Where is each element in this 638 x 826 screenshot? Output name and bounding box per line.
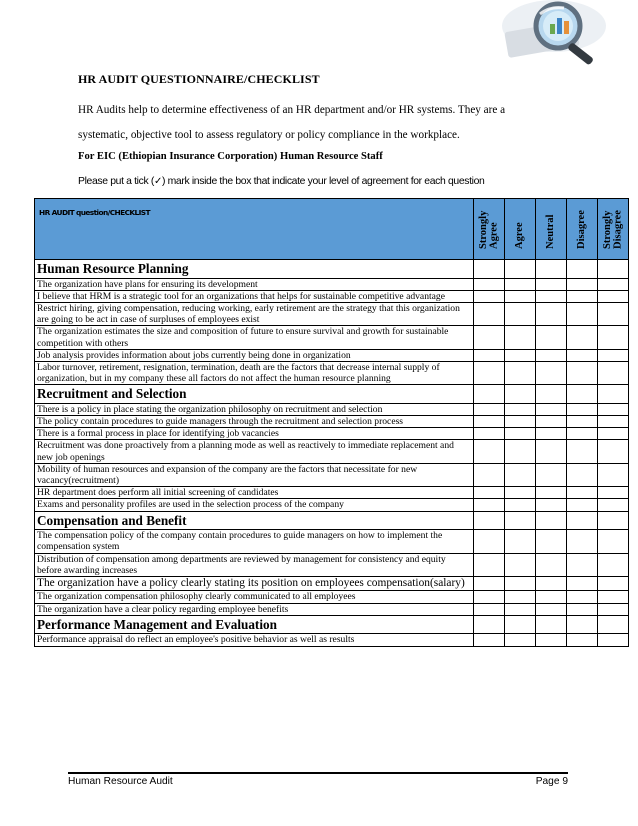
rating-cell[interactable] (536, 385, 567, 404)
instruction-line (78, 176, 484, 187)
magnifier-logo (492, 0, 610, 68)
question-row (35, 463, 629, 486)
rating-cell[interactable] (536, 260, 567, 279)
rating-checkbox-cell[interactable] (567, 428, 598, 440)
rating-checkbox-cell[interactable] (474, 290, 505, 302)
rating-column-label: Strongly Disagree (601, 210, 623, 249)
rating-checkbox-cell[interactable] (567, 530, 598, 553)
rating-checkbox-cell[interactable] (536, 428, 567, 440)
rating-checkbox-cell[interactable] (536, 463, 567, 486)
rating-checkbox-cell[interactable] (505, 530, 536, 553)
rating-checkbox-cell[interactable] (474, 553, 505, 576)
instruction-text: Please put a tick ( (78, 176, 154, 187)
question-row (35, 440, 629, 463)
rating-checkbox-cell[interactable] (536, 487, 567, 499)
question-text: Performance appraisal do reflect an employee's positive behavior as well as results (35, 634, 474, 646)
rating-cell[interactable] (505, 385, 536, 404)
rating-checkbox-cell[interactable] (536, 603, 567, 615)
rating-checkbox-cell[interactable] (474, 499, 505, 511)
rating-checkbox-cell[interactable] (474, 403, 505, 415)
question-text: There is a formal process in place for identifying job vacancies (35, 428, 474, 440)
rating-checkbox-cell[interactable] (474, 603, 505, 615)
rating-checkbox-cell[interactable] (536, 278, 567, 290)
rating-checkbox-cell[interactable] (598, 416, 629, 428)
section-header-row (35, 615, 629, 634)
rating-cell[interactable] (505, 511, 536, 530)
question-row (35, 290, 629, 302)
rating-checkbox-cell[interactable] (505, 499, 536, 511)
section-title: Recruitment and Selection (35, 385, 474, 404)
question-row (35, 603, 629, 615)
question-row (35, 576, 629, 591)
rating-checkbox-cell[interactable] (598, 428, 629, 440)
question-text: Recruitment was done proactively from a planning mode as well as reactively to immediate replacement and new job openings (35, 440, 474, 463)
question-row (35, 591, 629, 603)
rating-checkbox-cell[interactable] (505, 634, 536, 646)
rating-checkbox-cell[interactable] (505, 326, 536, 349)
rating-cell[interactable] (474, 385, 505, 404)
rating-checkbox-cell[interactable] (598, 278, 629, 290)
rating-checkbox-cell[interactable] (505, 278, 536, 290)
rating-cell[interactable] (567, 260, 598, 279)
question-text: There is a policy in place stating the organization philosophy on recruitment and selection (35, 403, 474, 415)
rating-checkbox-cell[interactable] (567, 440, 598, 463)
rating-checkbox-cell[interactable] (567, 361, 598, 384)
rating-checkbox-cell[interactable] (598, 603, 629, 615)
question-text: The organization estimates the size and composition of future to ensure survival and growth for sustainable competition with others (35, 326, 474, 349)
rating-checkbox-cell[interactable] (567, 603, 598, 615)
rating-checkbox-cell[interactable] (474, 428, 505, 440)
instruction-text: ) mark inside the box that indicate your level of agreement for each question (161, 176, 485, 187)
rating-checkbox-cell[interactable] (567, 591, 598, 603)
rating-cell[interactable] (598, 615, 629, 634)
rating-cell[interactable] (536, 511, 567, 530)
rating-column-header (536, 199, 567, 260)
audit-questionnaire-table (34, 198, 629, 647)
question-row (35, 326, 629, 349)
question-row (35, 428, 629, 440)
rating-checkbox-cell[interactable] (536, 530, 567, 553)
question-text: Job analysis provides information about jobs currently being done in organization (35, 349, 474, 361)
question-row (35, 278, 629, 290)
question-text: Exams and personality profiles are used in the selection process of the company (35, 499, 474, 511)
rating-cell[interactable] (567, 511, 598, 530)
rating-checkbox-cell[interactable] (474, 326, 505, 349)
rating-cell[interactable] (474, 511, 505, 530)
rating-cell[interactable] (598, 385, 629, 404)
rating-cell[interactable] (536, 615, 567, 634)
rating-column-header (505, 199, 536, 260)
page-footer (68, 772, 568, 787)
rating-checkbox-cell[interactable] (567, 403, 598, 415)
section-title: Human Resource Planning (35, 260, 474, 279)
rating-checkbox-cell[interactable] (598, 290, 629, 302)
rating-cell[interactable] (598, 511, 629, 530)
rating-checkbox-cell[interactable] (505, 487, 536, 499)
target-audience-line: For EIC (Ethiopian Insurance Corporation) Human Resource Staff (78, 151, 383, 162)
question-row (35, 634, 629, 646)
question-text: Labor turnover, retirement, resignation, termination, death are the factors that decrease internal supply of organization, but in my company these all factors do not affect the human resource planning (35, 361, 474, 384)
rating-checkbox-cell[interactable] (598, 499, 629, 511)
question-row (35, 499, 629, 511)
question-text: The compensation policy of the company contain procedures to guide managers on how to implement the compensation system (35, 530, 474, 553)
question-row (35, 361, 629, 384)
rating-checkbox-cell[interactable] (536, 440, 567, 463)
rating-checkbox-cell[interactable] (567, 290, 598, 302)
rating-checkbox-cell[interactable] (536, 361, 567, 384)
table-header-label: HR AUDIT question/CHECKLIST (35, 199, 474, 260)
question-text: The organization have plans for ensuring its development (35, 278, 474, 290)
question-text: The organization compensation philosophy clearly communicated to all employees (35, 591, 474, 603)
rating-checkbox-cell[interactable] (567, 463, 598, 486)
question-row (35, 403, 629, 415)
rating-column-label: Neutral (544, 214, 556, 249)
rating-cell[interactable] (505, 260, 536, 279)
rating-checkbox-cell[interactable] (536, 553, 567, 576)
question-row (35, 530, 629, 553)
question-text: Mobility of human resources and expansion of the company are the factors that necessitate for new vacancy(recruitment) (35, 463, 474, 486)
rating-checkbox-cell[interactable] (567, 349, 598, 361)
rating-cell[interactable] (567, 615, 598, 634)
rating-checkbox-cell[interactable] (474, 349, 505, 361)
footer-title: Human Resource Audit (68, 776, 173, 787)
rating-checkbox-cell[interactable] (567, 553, 598, 576)
rating-checkbox-cell[interactable] (536, 591, 567, 603)
rating-checkbox-cell[interactable] (505, 440, 536, 463)
intro-paragraph (78, 98, 578, 148)
rating-checkbox-cell[interactable] (505, 591, 536, 603)
rating-checkbox-cell[interactable] (474, 278, 505, 290)
rating-checkbox-cell[interactable] (505, 349, 536, 361)
rating-checkbox-cell[interactable] (598, 361, 629, 384)
section-header-row (35, 385, 629, 404)
rating-checkbox-cell[interactable] (567, 576, 598, 591)
rating-cell[interactable] (474, 615, 505, 634)
question-text: Distribution of compensation among departments are reviewed by management for consistency and equity before awarding increases (35, 553, 474, 576)
question-row (35, 416, 629, 428)
rating-cell[interactable] (567, 385, 598, 404)
checkmark-icon: ✓ (153, 176, 162, 187)
rating-checkbox-cell[interactable] (567, 278, 598, 290)
question-text: Restrict hiring, giving compensation, reducing working, early retirement are the strategy that this organization are going to be act in case of surpluses of employees exist (35, 302, 474, 325)
rating-checkbox-cell[interactable] (536, 349, 567, 361)
rating-column-header (598, 199, 629, 260)
rating-checkbox-cell[interactable] (474, 576, 505, 591)
intro-line: systematic, objective tool to assess regulatory or policy compliance in the workplace. (78, 129, 460, 141)
rating-checkbox-cell[interactable] (505, 428, 536, 440)
question-row (35, 302, 629, 325)
rating-checkbox-cell[interactable] (474, 440, 505, 463)
rating-checkbox-cell[interactable] (598, 576, 629, 591)
rating-checkbox-cell[interactable] (536, 634, 567, 646)
page-number: Page 9 (535, 776, 568, 787)
rating-checkbox-cell[interactable] (598, 463, 629, 486)
intro-line: HR Audits help to determine effectiveness of an HR department and/or HR systems. They are a (78, 104, 506, 116)
rating-column-label: Agree (513, 222, 525, 249)
rating-checkbox-cell[interactable] (598, 634, 629, 646)
rating-checkbox-cell[interactable] (536, 416, 567, 428)
section-header-row (35, 260, 629, 279)
rating-column-label: Strongly Agree (477, 210, 499, 249)
rating-checkbox-cell[interactable] (567, 487, 598, 499)
rating-column-header (474, 199, 505, 260)
question-row (35, 349, 629, 361)
rating-checkbox-cell[interactable] (505, 361, 536, 384)
rating-checkbox-cell[interactable] (505, 553, 536, 576)
rating-checkbox-cell[interactable] (505, 463, 536, 486)
rating-checkbox-cell[interactable] (536, 326, 567, 349)
rating-checkbox-cell[interactable] (567, 634, 598, 646)
rating-checkbox-cell[interactable] (536, 403, 567, 415)
rating-checkbox-cell[interactable] (474, 416, 505, 428)
rating-checkbox-cell[interactable] (505, 576, 536, 591)
rating-checkbox-cell[interactable] (474, 302, 505, 325)
rating-checkbox-cell[interactable] (505, 403, 536, 415)
question-text: The organization have a policy clearly stating its position on employees compensation(salary) (35, 576, 474, 591)
rating-column-label: Disagree (575, 210, 587, 249)
question-text: The organization have a clear policy regarding employee benefits (35, 603, 474, 615)
rating-checkbox-cell[interactable] (474, 530, 505, 553)
rating-checkbox-cell[interactable] (536, 290, 567, 302)
rating-checkbox-cell[interactable] (598, 403, 629, 415)
rating-checkbox-cell[interactable] (474, 463, 505, 486)
rating-checkbox-cell[interactable] (598, 440, 629, 463)
rating-checkbox-cell[interactable] (567, 416, 598, 428)
section-title: Performance Management and Evaluation (35, 615, 474, 634)
rating-checkbox-cell[interactable] (474, 591, 505, 603)
rating-checkbox-cell[interactable] (474, 634, 505, 646)
question-row (35, 487, 629, 499)
question-text: The policy contain procedures to guide managers through the recruitment and selection process (35, 416, 474, 428)
question-text: HR department does perform all initial screening of candidates (35, 487, 474, 499)
rating-checkbox-cell[interactable] (598, 302, 629, 325)
rating-checkbox-cell[interactable] (598, 326, 629, 349)
rating-cell[interactable] (505, 615, 536, 634)
rating-column-header (567, 199, 598, 260)
section-header-row (35, 511, 629, 530)
rating-checkbox-cell[interactable] (567, 326, 598, 349)
section-title: Compensation and Benefit (35, 511, 474, 530)
rating-checkbox-cell[interactable] (505, 302, 536, 325)
rating-checkbox-cell[interactable] (598, 487, 629, 499)
rating-checkbox-cell[interactable] (536, 302, 567, 325)
rating-checkbox-cell[interactable] (598, 553, 629, 576)
rating-checkbox-cell[interactable] (598, 349, 629, 361)
rating-checkbox-cell[interactable] (536, 576, 567, 591)
rating-checkbox-cell[interactable] (474, 361, 505, 384)
rating-cell[interactable] (598, 260, 629, 279)
rating-checkbox-cell[interactable] (567, 302, 598, 325)
rating-checkbox-cell[interactable] (567, 499, 598, 511)
rating-checkbox-cell[interactable] (505, 416, 536, 428)
rating-checkbox-cell[interactable] (474, 487, 505, 499)
rating-cell[interactable] (474, 260, 505, 279)
page-title: HR AUDIT QUESTIONNAIRE/CHECKLIST (78, 72, 320, 86)
rating-checkbox-cell[interactable] (598, 530, 629, 553)
rating-checkbox-cell[interactable] (505, 290, 536, 302)
rating-checkbox-cell[interactable] (505, 603, 536, 615)
question-row (35, 553, 629, 576)
question-text: I believe that HRM is a strategic tool for an organizations that helps for sustainable competitive advantage (35, 290, 474, 302)
rating-checkbox-cell[interactable] (598, 591, 629, 603)
table-header-row (35, 199, 629, 260)
rating-checkbox-cell[interactable] (536, 499, 567, 511)
